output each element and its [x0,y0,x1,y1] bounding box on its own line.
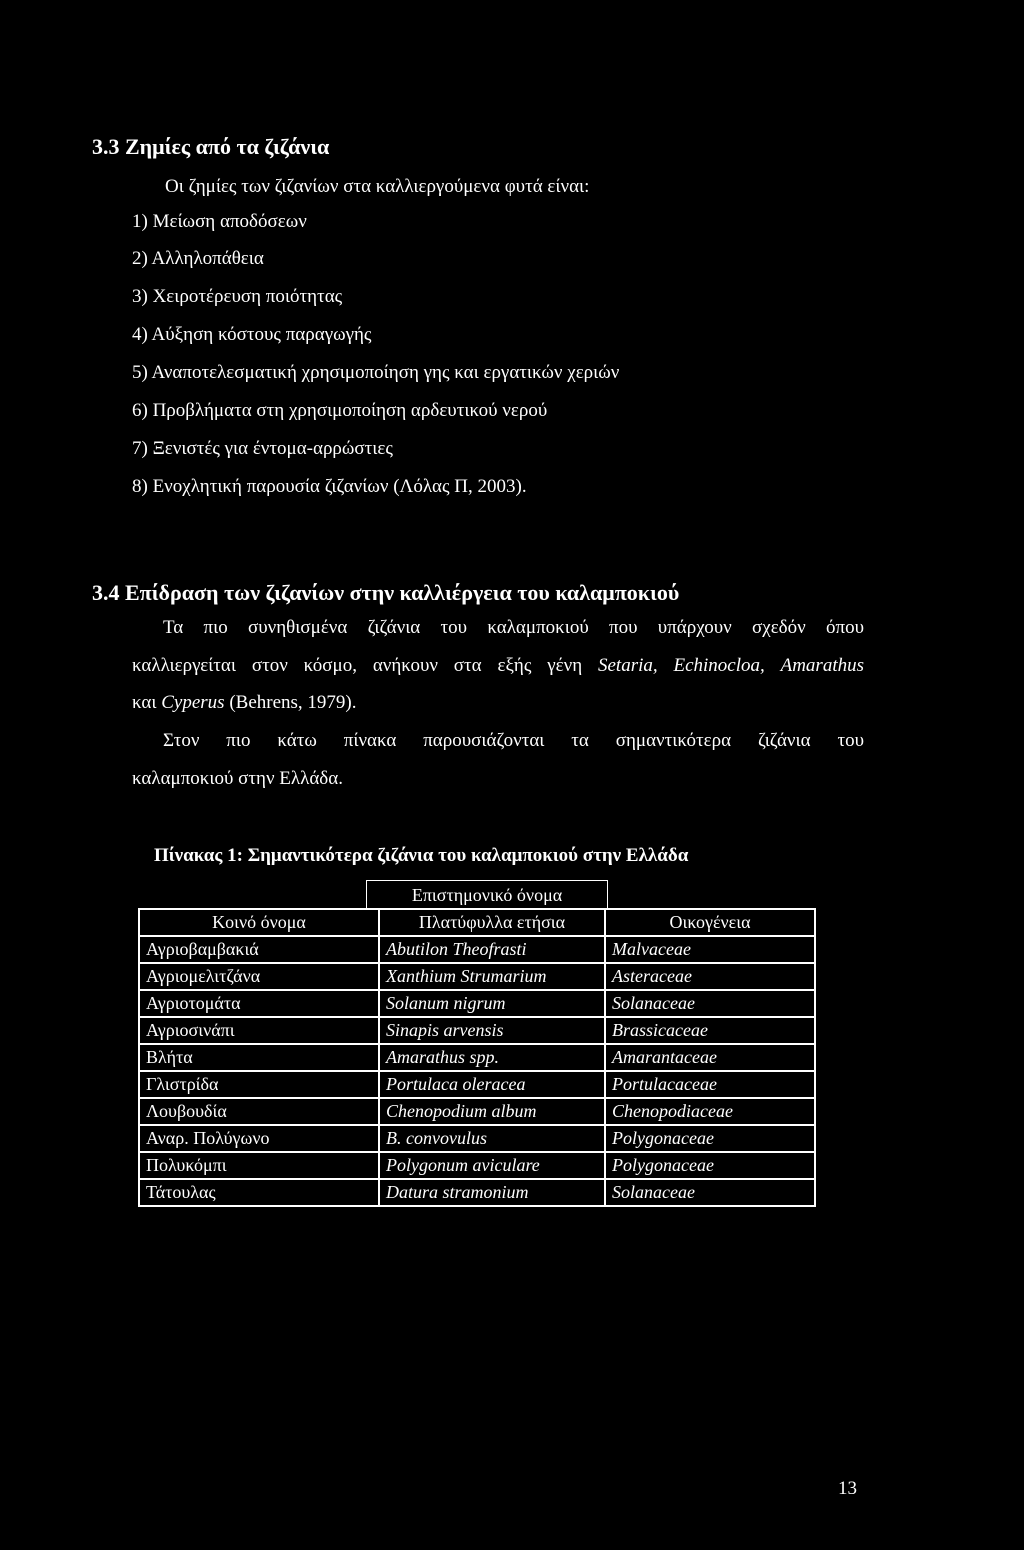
table-row [139,990,815,1017]
paragraph-text: καλλιεργείται στον κόσμο, ανήκουν στα εξής γένη [132,655,598,676]
weeds-table [138,908,816,1207]
paragraph-line [132,655,864,677]
table-row [139,1152,815,1179]
family-cell: Solanaceae [605,990,815,1017]
common-name-cell: Γλιστρίδα [139,1071,379,1098]
scientific-name-cell: Portulaca oleracea [379,1071,605,1098]
table-row [139,1071,815,1098]
family-cell: Malvaceae [605,936,815,963]
section-3-4-title: 3.4 Επίδραση των ζιζανίων στην καλλιέργεια του καλαμποκιού [92,580,680,605]
common-name-cell: Αγριοσινάπι [139,1017,379,1044]
list-item: 4) Αύξηση κόστους παραγωγής [132,324,372,345]
table-header-row [139,909,815,936]
paragraph-text: και [132,692,162,713]
column-header-family: Οικογένεια [605,909,815,936]
scientific-name-cell: Sinapis arvensis [379,1017,605,1044]
list-item: 8) Ενοχλητική παρουσία ζιζανίων (Λόλας Π, 2003). [132,476,527,497]
family-cell: Amarantaceae [605,1044,815,1071]
scientific-name-cell: Datura stramonium [379,1179,605,1206]
common-name-cell: Βλήτα [139,1044,379,1071]
scientific-name-cell: Chenopodium album [379,1098,605,1125]
list-item: 6) Προβλήματα στη χρησιμοποίηση αρδευτικού νερού [132,400,548,421]
paragraph-line [132,692,356,714]
table-caption: Πίνακας 1: Σημαντικότερα ζιζάνια του καλαμποκιού στην Ελλάδα [154,845,689,866]
paragraph-line: καλαμποκιού στην Ελλάδα. [132,768,343,789]
table-row [139,963,815,990]
page-number: 13 [838,1478,857,1499]
paragraph-line: Τα πιο συνηθισμένα ζιζάνια του καλαμποκιού που υπάρχουν σχεδόν όπου [163,617,864,638]
common-name-cell: Αγριομελιτζάνα [139,963,379,990]
group-header: Επιστημονικό όνομα [366,880,608,909]
common-name-cell: Πολυκόμπι [139,1152,379,1179]
common-name-cell: Αναρ. Πολύγωνο [139,1125,379,1152]
table-row [139,1044,815,1071]
column-header-common-name: Κοινό όνομα [139,909,379,936]
table-row [139,1179,815,1206]
list-item: 1) Μείωση αποδόσεων [132,211,307,232]
column-header-scientific-name: Πλατύφυλλα ετήσια [379,909,605,936]
list-item: 5) Αναποτελεσματική χρησιμοποίηση γης και εργατικών χεριών [132,362,620,383]
common-name-cell: Αγριοτομάτα [139,990,379,1017]
section-3-3-title: 3.3 Ζημίες από τα ζιζάνια [92,134,330,159]
family-cell: Solanaceae [605,1179,815,1206]
common-name-cell: Λουβουδία [139,1098,379,1125]
table-row [139,936,815,963]
family-cell: Portulacaceae [605,1071,815,1098]
scientific-name-cell: Amarathus spp. [379,1044,605,1071]
list-item: 3) Χειροτέρευση ποιότητας [132,286,343,307]
family-cell: Chenopodiaceae [605,1098,815,1125]
family-cell: Polygonaceae [605,1125,815,1152]
paragraph-line: Στον πιο κάτω πίνακα παρουσιάζονται τα σημαντικότερα ζιζάνια του [163,730,864,751]
table-row [139,1017,815,1044]
scientific-name-cell: B. convovulus [379,1125,605,1152]
scientific-name-cell: Polygonum aviculare [379,1152,605,1179]
family-cell: Asteraceae [605,963,815,990]
common-name-cell: Αγριοβαμβακιά [139,936,379,963]
genus-name: Setaria, [597,655,658,676]
genus-name: Cyperus [161,692,225,713]
list-item: 2) Αλληλοπάθεια [132,248,264,269]
family-cell: Polygonaceae [605,1152,815,1179]
common-name-cell: Τάτουλας [139,1179,379,1206]
table-row [139,1098,815,1125]
table-row [139,1125,815,1152]
scientific-name-cell: Solanum nigrum [379,990,605,1017]
scientific-name-cell: Abutilon Theofrasti [379,936,605,963]
family-cell: Brassicaceae [605,1017,815,1044]
section-3-3-intro: Οι ζημίες των ζιζανίων στα καλλιεργούμενα φυτά είναι: [165,176,590,197]
list-item: 7) Ξενιστές για έντομα-αρρώστιες [132,438,393,459]
citation: (Behrens, 1979). [224,692,357,713]
genus-name: Amarathus [780,655,864,676]
scientific-name-cell: Xanthium Strumarium [379,963,605,990]
genus-name: Echinocloa, [673,655,765,676]
